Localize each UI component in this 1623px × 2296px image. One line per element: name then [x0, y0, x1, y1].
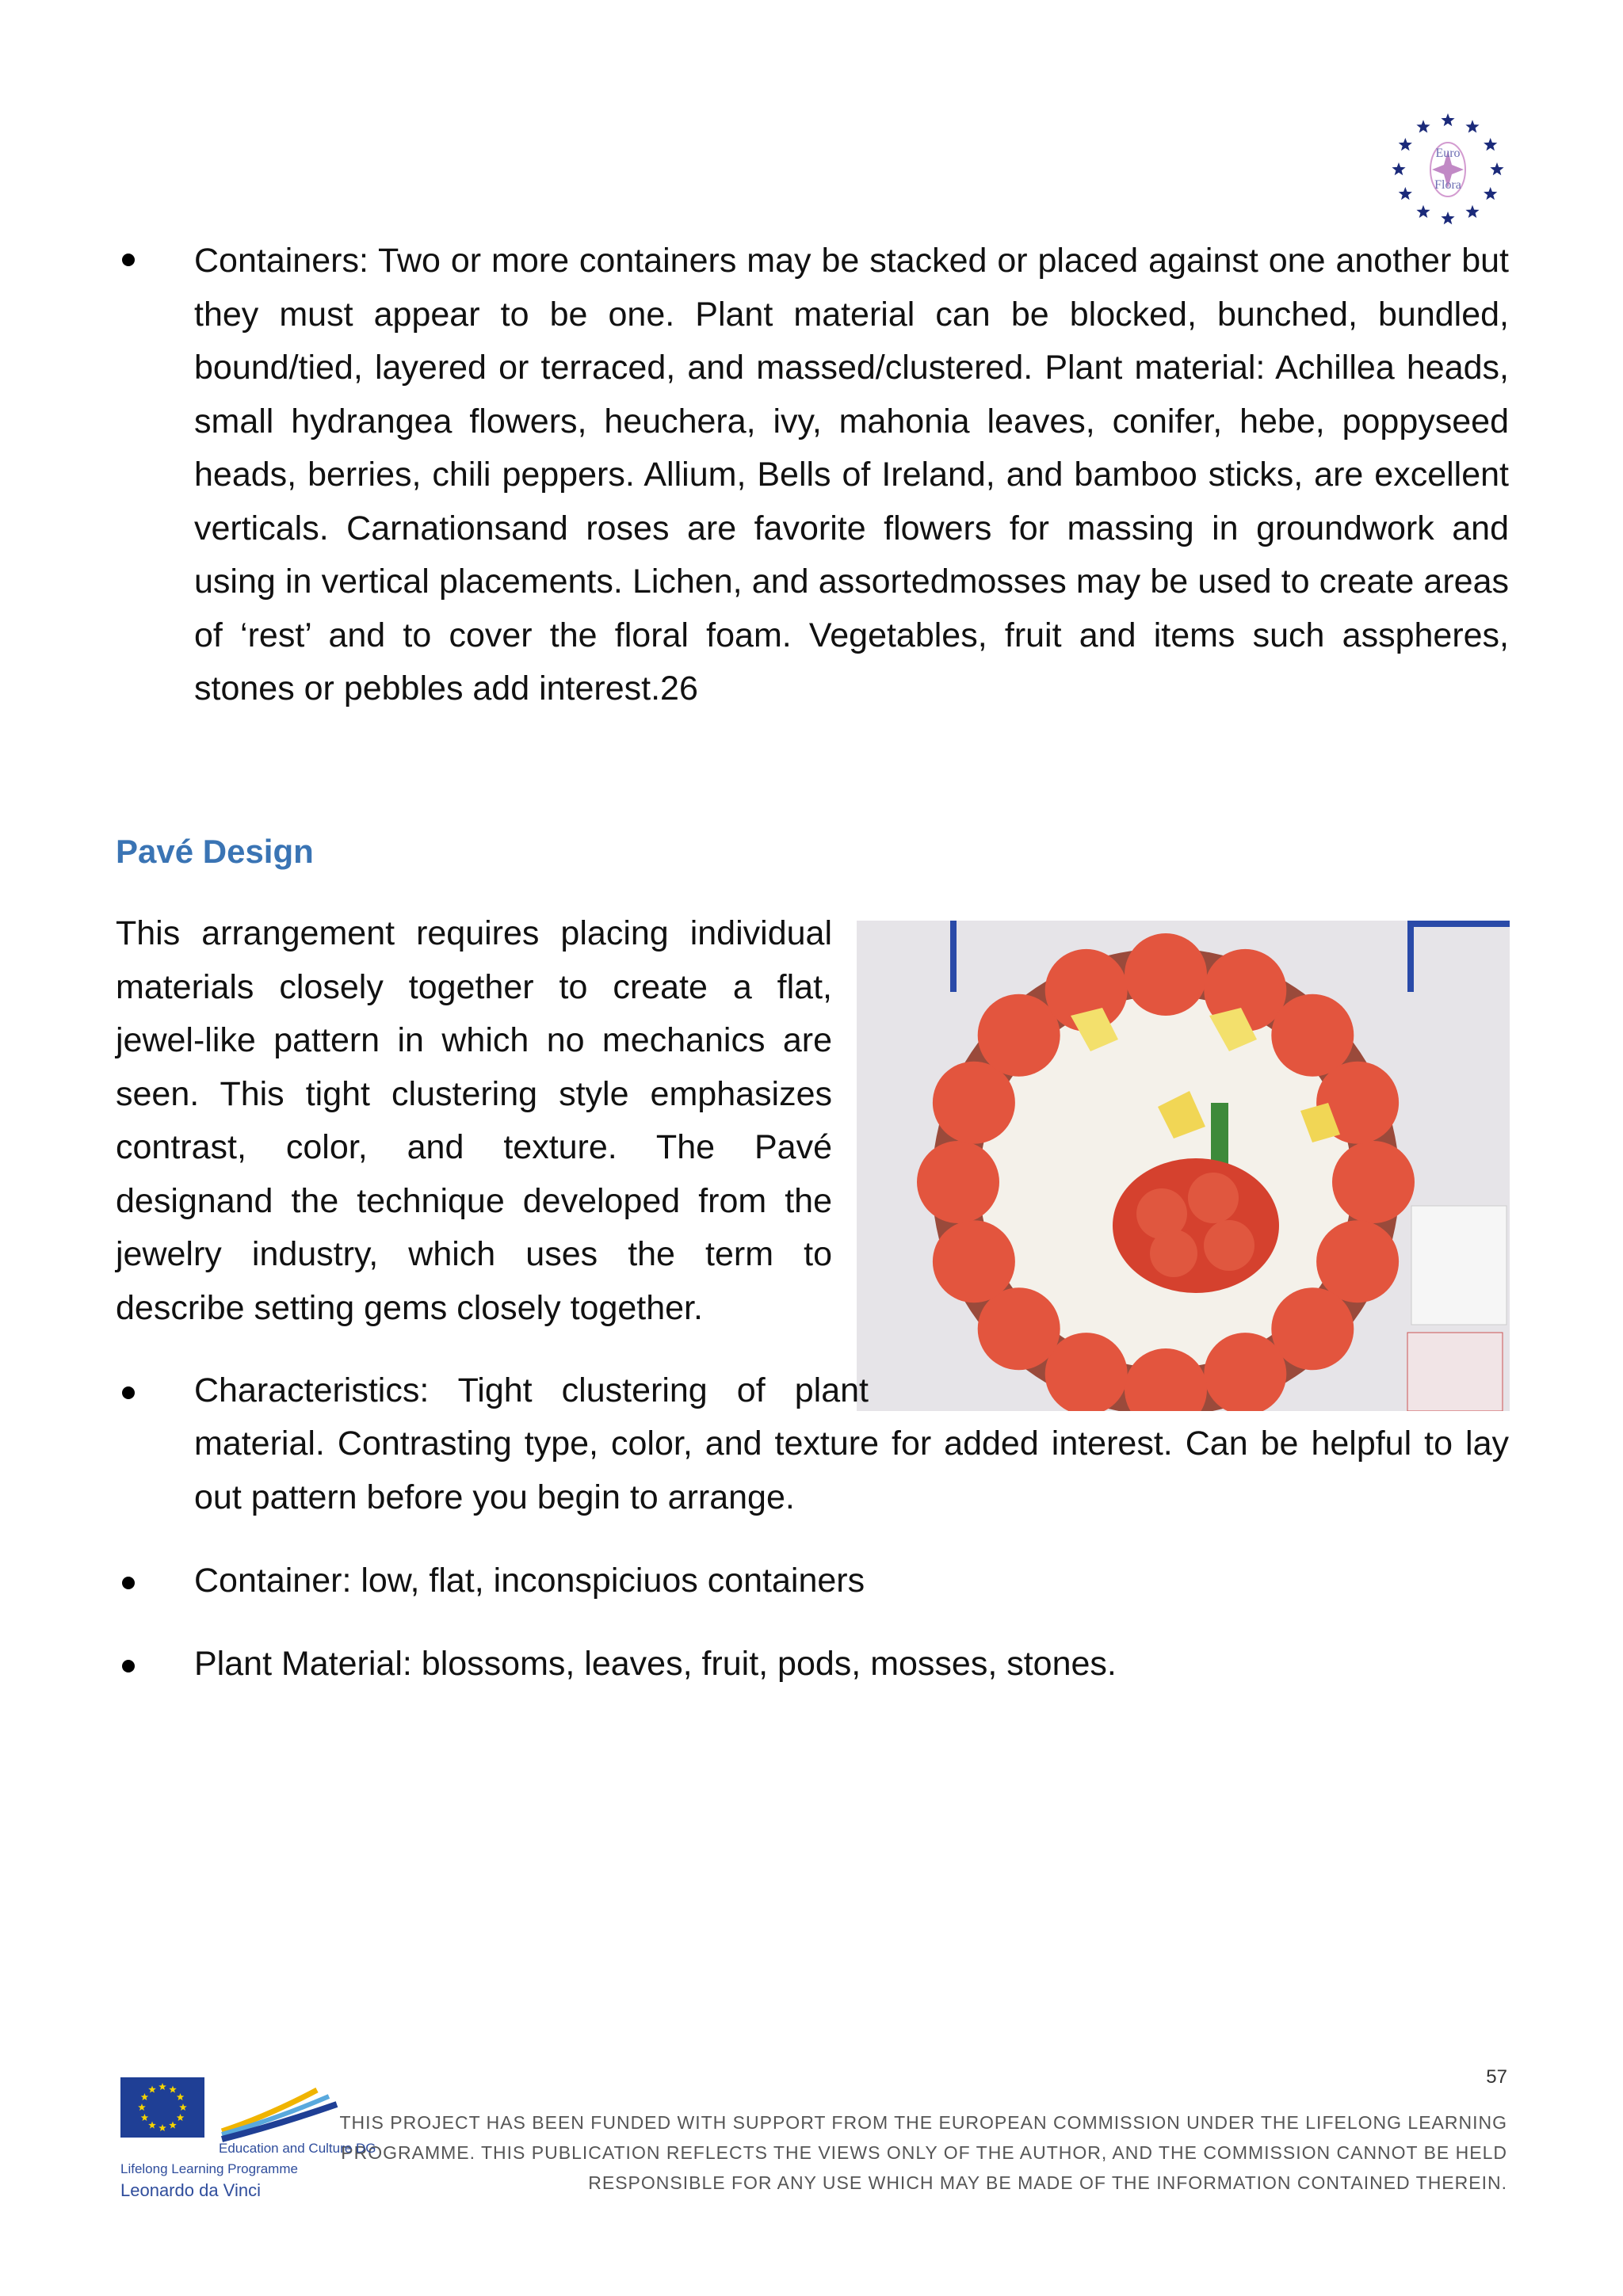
- eu-flag-and-swoosh-icon: [119, 2076, 365, 2142]
- page-number: 57: [1486, 2066, 1507, 2088]
- logo-star-icon: [1416, 205, 1430, 218]
- logo-star-icon: [1441, 113, 1454, 126]
- red-flower-cluster: [978, 994, 1060, 1077]
- logo-star-icon: [1465, 205, 1479, 218]
- logo-text-euro: Euro: [1435, 147, 1461, 160]
- bullet-dot: [122, 254, 135, 266]
- bullet-plant-material: [116, 1638, 1509, 1693]
- bullet-characteristics-line1: Characteristics: Tight clustering of plant: [194, 1371, 869, 1409]
- logo-star-icon: [1392, 162, 1405, 175]
- logo-text-flora: Flora: [1434, 178, 1461, 192]
- logo-label-leonardo: Leonardo da Vinci: [120, 2180, 261, 2200]
- section-heading-pave-design: Pavé Design: [116, 833, 314, 870]
- red-flower-cluster: [1271, 994, 1354, 1077]
- logo-star-icon: [1484, 187, 1497, 200]
- bullet-containers: [116, 235, 1509, 726]
- bullet-container-text: Container: low, flat, inconspiciuos containers: [194, 1562, 865, 1600]
- bullet-dot: [122, 1386, 135, 1399]
- logo-star-icon: [1484, 138, 1497, 151]
- red-flower-cluster: [1316, 1220, 1399, 1302]
- bullet-characteristics: [116, 1364, 1509, 1523]
- red-flower-cluster: [917, 1141, 999, 1223]
- logo-label-dg: Education and Culture DG: [219, 2141, 376, 2156]
- logo-star-icon: [1399, 187, 1412, 200]
- funding-disclaimer: [334, 2107, 1507, 2198]
- disclaimer-line-3: RESPONSIBLE FOR ANY USE WHICH MAY BE MADE OF THE INFORMATION CONTAINED THEREIN.: [588, 2172, 1507, 2193]
- logo-star-icon: [1399, 138, 1412, 151]
- lifelong-learning-logo: [119, 2076, 376, 2210]
- logo-star-icon: [1465, 120, 1479, 132]
- logo-star-icon: [1416, 120, 1430, 132]
- bullet-characteristics-rest: material. Contrasting type, color, and texture for added interest. Can be helpful to lay out pattern before you begin to arrange.: [194, 1425, 1509, 1516]
- bullet-container: [116, 1554, 1509, 1610]
- disclaimer-line-1: THIS PROJECT HAS BEEN FUNDED WITH SUPPORT FROM THE EUROPEAN COMMISSION UNDER THE LIFELONG LEARNING: [339, 2112, 1507, 2133]
- bullet-plant-material-text: Plant Material: blossoms, leaves, fruit, pods, mosses, stones.: [194, 1645, 1117, 1683]
- disclaimer-line-2: PROGRAMME. THIS PUBLICATION REFLECTS THE VIEWS ONLY OF THE AUTHOR, AND THE COMMISSION CANNOT BE HELD: [341, 2142, 1507, 2163]
- pave-description-paragraph: This arrangement requires placing individual materials closely together to create a flat, jewel-like pattern in which no mechanics are seen. This tight clustering style emphasizes contrast, color, and texture. The Pavé designand the technique developed from the jewelry industry, which uses the term to describe setting gems closely together.: [116, 914, 832, 1327]
- bullet-containers-text: Containers: Two or more containers may be stacked or placed against one another but they must appear to be one. Plant material can be blocked, bunched, bundled, bound/tied, layered or terraced, and massed/clustered. Plant material: Achillea heads, small hydrangea flowers, heuchera, ivy, mahonia leaves, conifer, hebe, poppyseed heads, berries, chili peppers. Allium, Bells of Ireland, and bamboo sticks, are excellent verticals. Carnationsand roses are favorite flowers for massing in groundwork and using in vertical placements. Lichen, and assortedmosses may be used to create areas of ‘rest’ and to cover the floral foam. Vegetables, fruit and items such asspheres, stones or pebbles add interest.26: [194, 242, 1509, 707]
- euroflora-logo: [1388, 109, 1507, 228]
- logo-star-icon: [1490, 162, 1503, 175]
- red-flower-cluster: [978, 1287, 1060, 1370]
- red-flower-cluster: [1271, 1287, 1354, 1370]
- red-flower-cluster: [933, 1062, 1015, 1144]
- logo-star-icon: [1441, 212, 1454, 224]
- red-flower-cluster: [1332, 1141, 1415, 1223]
- logo-label-programme: Lifelong Learning Programme: [120, 2161, 298, 2176]
- bullet-dot: [122, 1660, 135, 1672]
- pave-arrangement-photo: [857, 921, 1510, 1411]
- red-flower-cluster: [933, 1220, 1015, 1302]
- red-flower-cluster: [1125, 933, 1207, 1016]
- bullet-dot: [122, 1577, 135, 1589]
